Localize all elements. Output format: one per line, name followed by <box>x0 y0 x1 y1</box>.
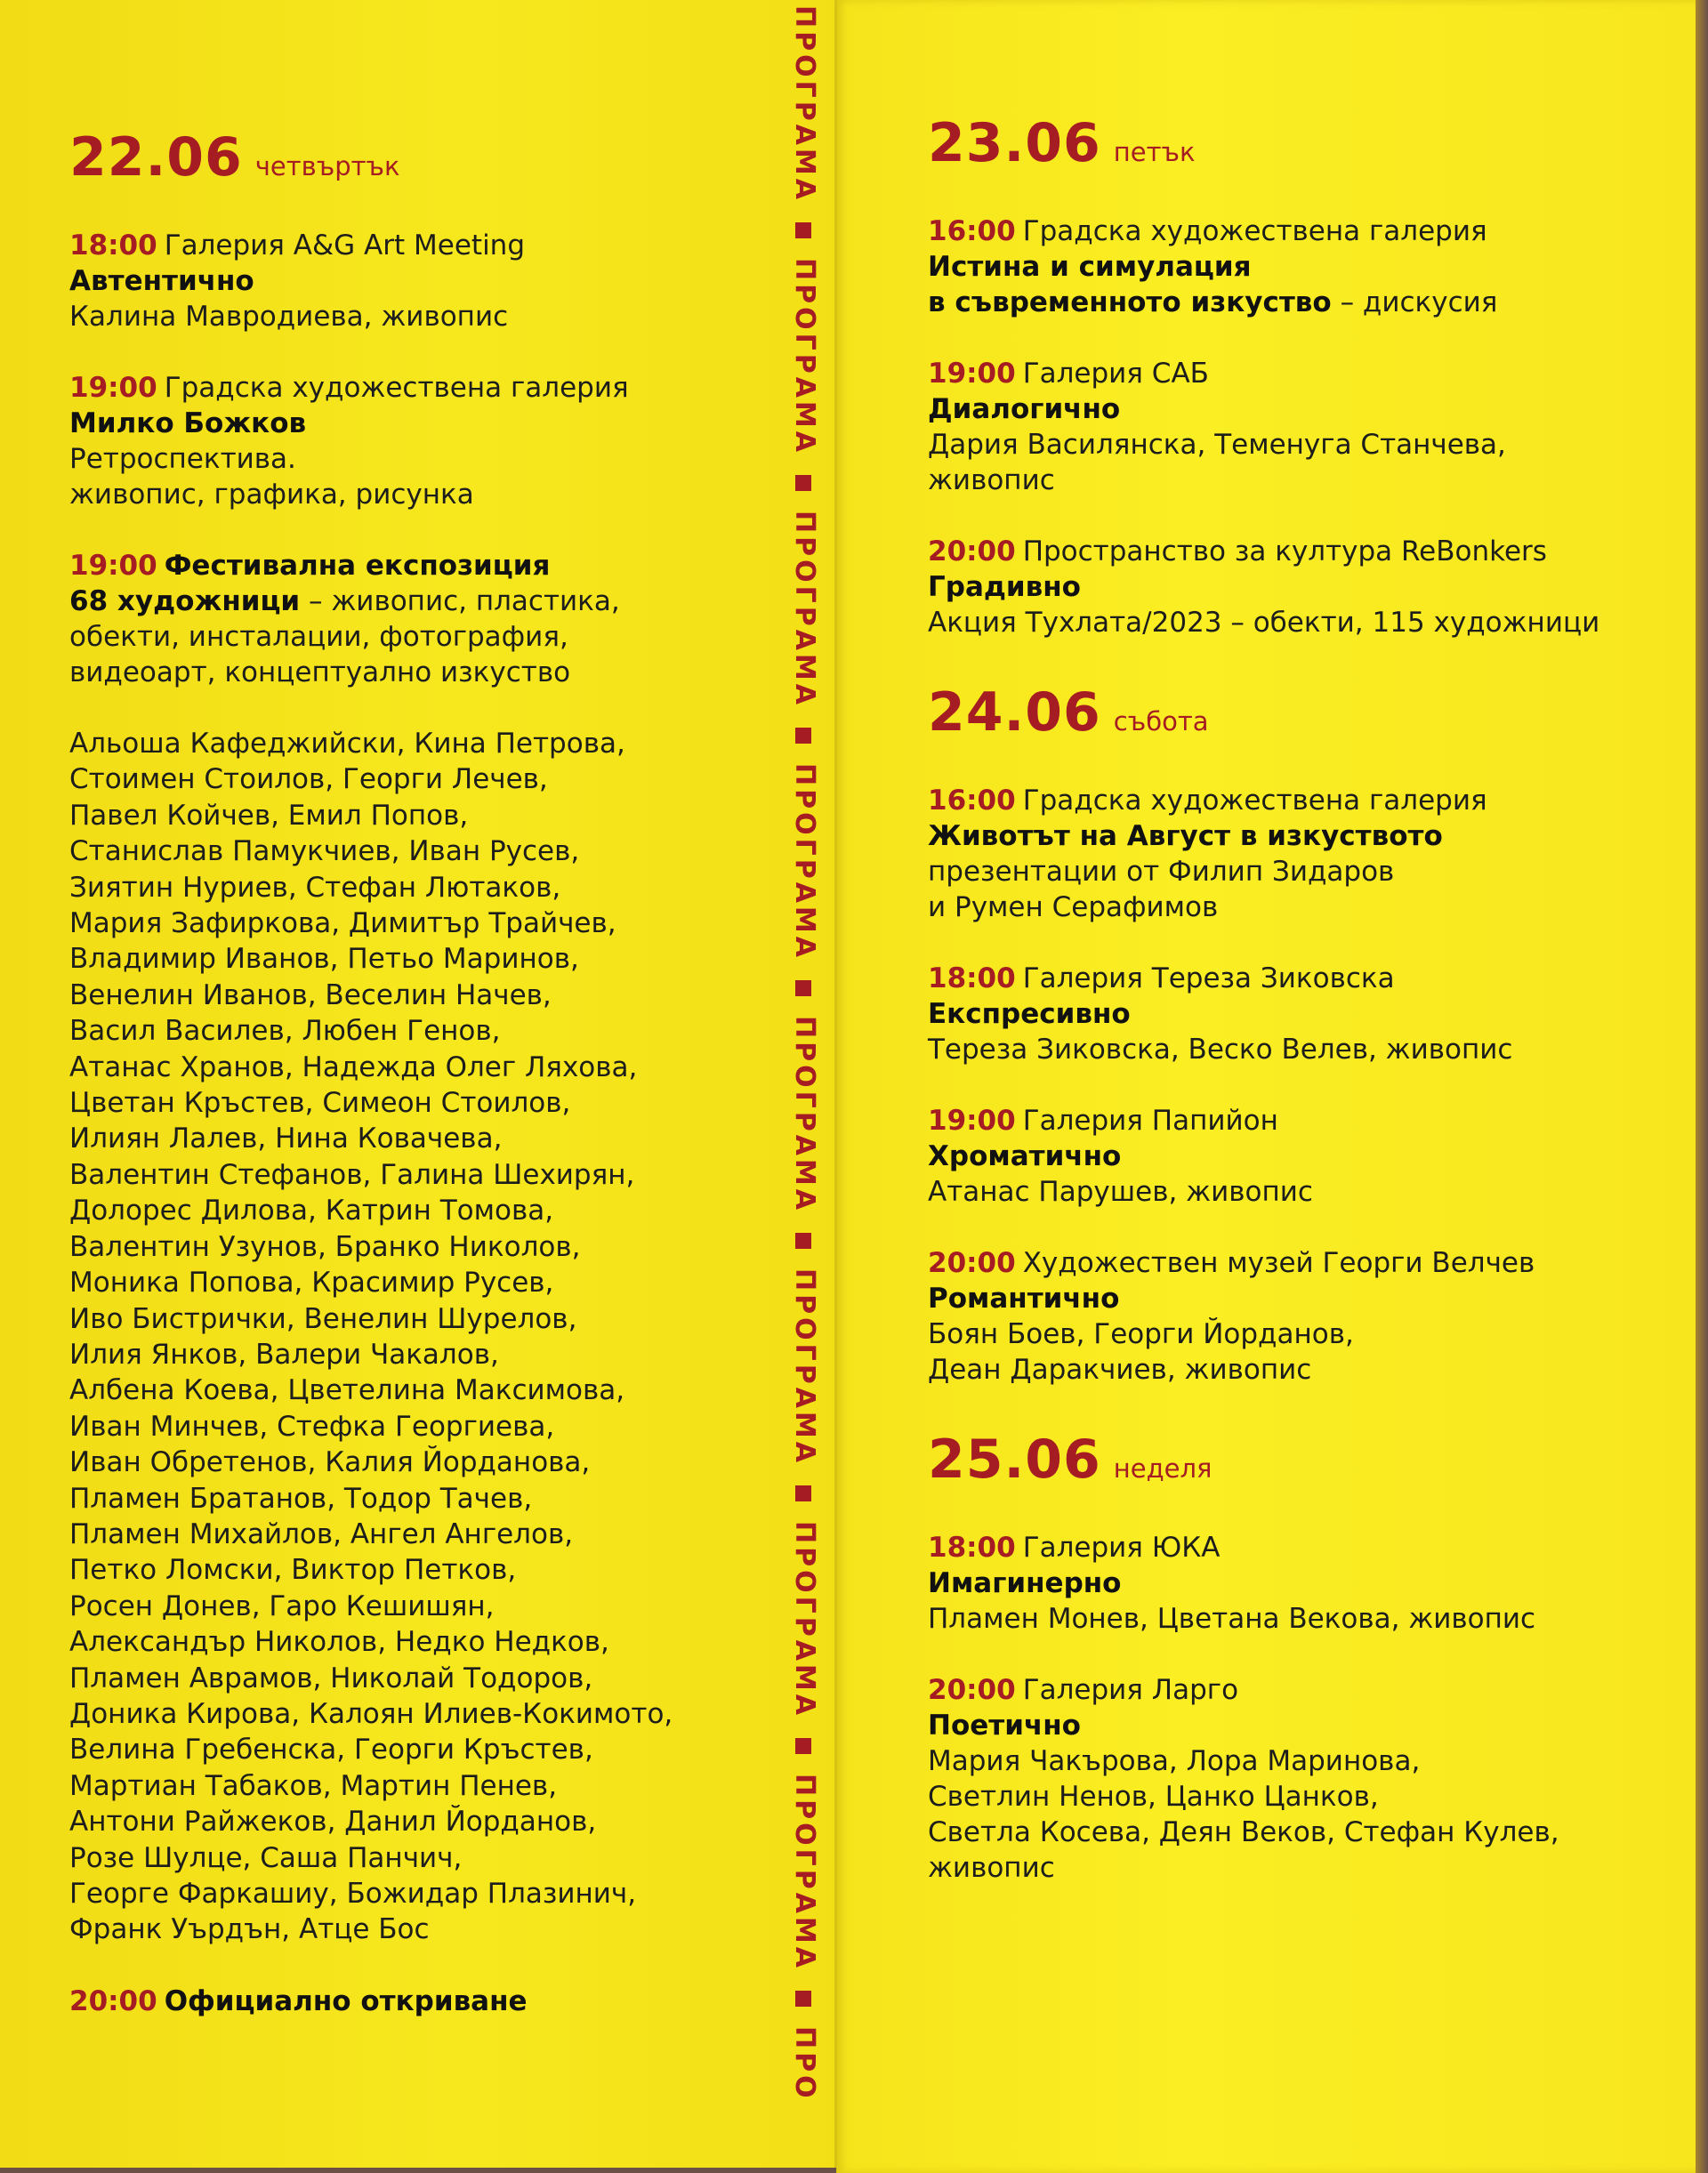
event-item <box>69 370 763 512</box>
event-details: Мария Чакърова, Лора Маринова, <box>928 1745 1421 1777</box>
event-venue: Градска художествена галерия <box>1022 785 1487 817</box>
event-item <box>928 213 1675 320</box>
bullet-square-icon <box>796 1738 812 1754</box>
artist-line: Альоша Кафеджийски, Кина Петрова, <box>69 728 625 760</box>
day-date: 22.06 <box>69 126 243 189</box>
artist-line: Валентин Узунов, Бранко Николов, <box>69 1230 581 1263</box>
event-item <box>928 1103 1675 1210</box>
artist-line: Георге Фаркашиу, Божидар Плазинич, <box>69 1878 637 1910</box>
event-details: Калина Мавродиева, живопис <box>69 301 509 333</box>
event-details: презентации от Филип Зидаров <box>928 856 1395 888</box>
event-title: Хроматично <box>928 1140 1122 1172</box>
day-header-25-06 <box>928 1429 1675 1491</box>
event-title: Романтично <box>928 1283 1120 1315</box>
artist-line: Моника Попова, Красимир Русев, <box>69 1267 554 1300</box>
artist-line: Павел Койчев, Емил Попов, <box>69 799 469 832</box>
artist-line: Мартиан Табаков, Мартин Пенев, <box>69 1769 558 1802</box>
artist-line: Илиян Лалев, Нина Ковачева, <box>69 1123 503 1155</box>
artist-line: Долорес Дилова, Катрин Томова, <box>69 1195 554 1227</box>
event-title: в съвременното изкуство <box>928 286 1332 318</box>
event-details: Светла Косева, Деян Веков, Стефан Кулев, <box>928 1816 1559 1848</box>
artist-line: Франк Уърдън, Атце Бос <box>69 1913 430 1946</box>
event-details: Тереза Зиковска, Веско Велев, живопис <box>928 1034 1513 1066</box>
bullet-square-icon <box>796 1233 812 1249</box>
event-time: 20:00 <box>928 535 1016 567</box>
event-title: 68 художници <box>69 585 301 617</box>
artist-line: Велина Гребенска, Георги Кръстев, <box>69 1734 593 1767</box>
vertical-program-word: ПРОГРАМА <box>789 258 820 455</box>
event-title: Диалогично <box>928 393 1121 425</box>
vertical-program-text <box>789 5 820 2102</box>
artist-line: Росен Донев, Гаро Кешишян, <box>69 1590 495 1622</box>
vertical-program-word: ПРОГРАМА <box>789 1774 820 1971</box>
event-venue: Градска художествена галерия <box>1022 215 1487 247</box>
artist-line: Венелин Иванов, Веселин Начев, <box>69 978 552 1011</box>
artist-line: Мария Зафиркова, Димитър Трайчев, <box>69 907 616 940</box>
artist-line: Пламен Аврамов, Николай Тодоров, <box>69 1662 593 1694</box>
artist-line: Пламен Братанов, Тодор Тачев, <box>69 1482 533 1515</box>
artist-list <box>69 726 763 1948</box>
event-details: Боян Боев, Георги Йорданов, <box>928 1318 1354 1350</box>
event-details: живопис <box>928 1852 1055 1884</box>
event-venue: Галерия САБ <box>1022 358 1209 390</box>
event-item <box>928 356 1675 498</box>
artist-line: Васил Василев, Любен Генов, <box>69 1015 501 1048</box>
event-time: 19:00 <box>69 550 157 582</box>
event-item <box>69 228 763 334</box>
event-details: Акция Тухлата/2023 – обекти, 115 художници <box>928 607 1600 639</box>
event-time: 19:00 <box>928 1105 1016 1137</box>
event-details: обекти, инсталации, фотография, <box>69 621 568 653</box>
vertical-program-word: ПРОГРАМА <box>789 511 820 708</box>
artist-line: Пламен Михайлов, Ангел Ангелов, <box>69 1517 574 1550</box>
artist-line: Розе Шулце, Саша Панчич, <box>69 1841 463 1874</box>
artist-line: Албена Коева, Цветелина Максимова, <box>69 1374 625 1407</box>
event-item <box>928 1245 1675 1388</box>
event-title: Градивно <box>928 571 1081 603</box>
artist-line: Станислав Памукчиев, Иван Русев, <box>69 835 580 868</box>
bullet-square-icon <box>796 728 812 744</box>
artist-line: Петко Ломски, Виктор Петков, <box>69 1554 517 1587</box>
event-details: живопис <box>928 464 1055 496</box>
right-column <box>928 112 1675 1927</box>
event-time: 20:00 <box>69 1984 157 2017</box>
day-weekday: четвъртък <box>254 151 400 181</box>
vertical-program-word: ПРО <box>789 2026 820 2102</box>
event-details: видеоарт, концептуално изкуство <box>69 656 571 688</box>
event-time: 20:00 <box>928 1247 1016 1279</box>
bullet-square-icon <box>796 980 812 996</box>
event-title: Официално откриване <box>164 1984 528 2017</box>
event-title: Животът на Август в изкуството <box>928 820 1443 852</box>
day-header-24-06 <box>928 681 1675 744</box>
day-date: 23.06 <box>928 112 1101 174</box>
artist-line: Иво Бистрички, Венелин Шурелов, <box>69 1302 577 1335</box>
event-venue: Пространство за култура ReBonkers <box>1022 535 1547 567</box>
vertical-program-word: ПРОГРАМА <box>789 5 820 203</box>
event-details: Деан Даракчиев, живопис <box>928 1354 1312 1386</box>
day-date: 24.06 <box>928 681 1101 744</box>
day-weekday: събота <box>1113 706 1209 736</box>
event-venue: Галерия Папийон <box>1022 1105 1278 1137</box>
artist-line: Илия Янков, Валери Чакалов, <box>69 1338 499 1371</box>
event-venue: Художествен музей Георги Велчев <box>1022 1247 1535 1279</box>
event-title: Истина и симулация <box>928 251 1252 283</box>
event-item <box>928 1530 1675 1637</box>
festival-exhibition <box>69 548 763 690</box>
event-venue: Галерия ЮКА <box>1022 1532 1221 1564</box>
event-details: Пламен Монев, Цветана Векова, живопис <box>928 1603 1536 1635</box>
vertical-program-word: ПРОГРАМА <box>789 763 820 961</box>
artist-line: Атанас Хранов, Надежда Олег Ляхова, <box>69 1050 638 1083</box>
event-time: 16:00 <box>928 215 1016 247</box>
day-header-22-06 <box>69 126 763 189</box>
vertical-program-word: ПРОГРАМА <box>789 1521 820 1718</box>
day-weekday: неделя <box>1113 1453 1213 1484</box>
event-item <box>928 961 1675 1067</box>
day-header-23-06 <box>928 112 1675 174</box>
fold-line <box>834 0 837 2173</box>
event-venue: Галерия A&G Art Meeting <box>164 229 526 262</box>
left-column <box>69 126 763 2055</box>
event-details: живопис, графика, рисунка <box>69 479 474 511</box>
artist-line: Стоимен Стоилов, Георги Лечев, <box>69 763 548 796</box>
artist-line: Иван Обретенов, Калия Йорданова, <box>69 1446 591 1479</box>
event-title: Имагинерно <box>928 1567 1122 1599</box>
event-time: 18:00 <box>69 229 157 262</box>
day-weekday: петък <box>1113 137 1196 167</box>
event-details: – живопис, пластика, <box>300 585 620 617</box>
event-time: 16:00 <box>928 785 1016 817</box>
event-venue: Галерия Тереза Зиковска <box>1022 962 1395 994</box>
event-details: и Румен Серафимов <box>928 891 1219 923</box>
vertical-program-band <box>781 0 820 2173</box>
event-title: Експресивно <box>928 998 1131 1030</box>
artist-line: Зиятин Нуриев, Стефан Лютаков, <box>69 871 561 904</box>
event-title: Автентично <box>69 265 254 297</box>
event-details: Ретроспектива. <box>69 443 296 475</box>
event-item <box>928 534 1675 640</box>
bullet-square-icon <box>796 1485 812 1501</box>
bullet-square-icon <box>796 1991 812 2007</box>
artist-line: Доника Кирова, Калоян Илиев-Кокимото, <box>69 1697 673 1730</box>
event-venue: Галерия Ларго <box>1022 1674 1239 1706</box>
day-gap <box>928 1921 1675 1927</box>
event-time: 20:00 <box>928 1674 1016 1706</box>
table-edge <box>1696 0 1708 2173</box>
bullet-square-icon <box>796 475 812 491</box>
event-time: 18:00 <box>928 1532 1016 1564</box>
table-edge-bottom <box>0 2168 836 2173</box>
artist-line: Александър Николов, Недко Недков, <box>69 1626 609 1659</box>
day-date: 25.06 <box>928 1429 1101 1491</box>
artist-line: Цветан Кръстев, Симеон Стоилов, <box>69 1087 571 1120</box>
event-time: 19:00 <box>928 358 1016 390</box>
event-title: Фестивална експозиция <box>164 550 551 582</box>
event-item <box>928 1672 1675 1886</box>
bullet-square-icon <box>796 222 812 238</box>
artist-line: Иван Минчев, Стефка Георгиева, <box>69 1410 555 1443</box>
event-time: 18:00 <box>928 962 1016 994</box>
event-details: Дария Василянска, Теменуга Станчева, <box>928 429 1506 461</box>
artist-line: Антони Райжеков, Данил Йорданов, <box>69 1806 597 1839</box>
event-venue: Градска художествена галерия <box>164 372 629 404</box>
event-details: Атанас Парушев, живопис <box>928 1176 1313 1208</box>
artist-line: Владимир Иванов, Петьо Маринов, <box>69 943 579 976</box>
event-time: 19:00 <box>69 372 157 404</box>
event-title: Милко Божков <box>69 407 307 439</box>
artist-line: Валентин Стефанов, Галина Шехирян, <box>69 1158 635 1191</box>
event-title-suffix: – дискусия <box>1331 286 1498 318</box>
vertical-program-word: ПРОГРАМА <box>789 1268 820 1466</box>
vertical-program-word: ПРОГРАМА <box>789 1016 820 1213</box>
event-item <box>928 783 1675 925</box>
event-details: Светлин Ненов, Цанко Цанков, <box>928 1781 1379 1813</box>
event-title: Поетично <box>928 1710 1081 1742</box>
opening-event <box>69 1984 763 2019</box>
